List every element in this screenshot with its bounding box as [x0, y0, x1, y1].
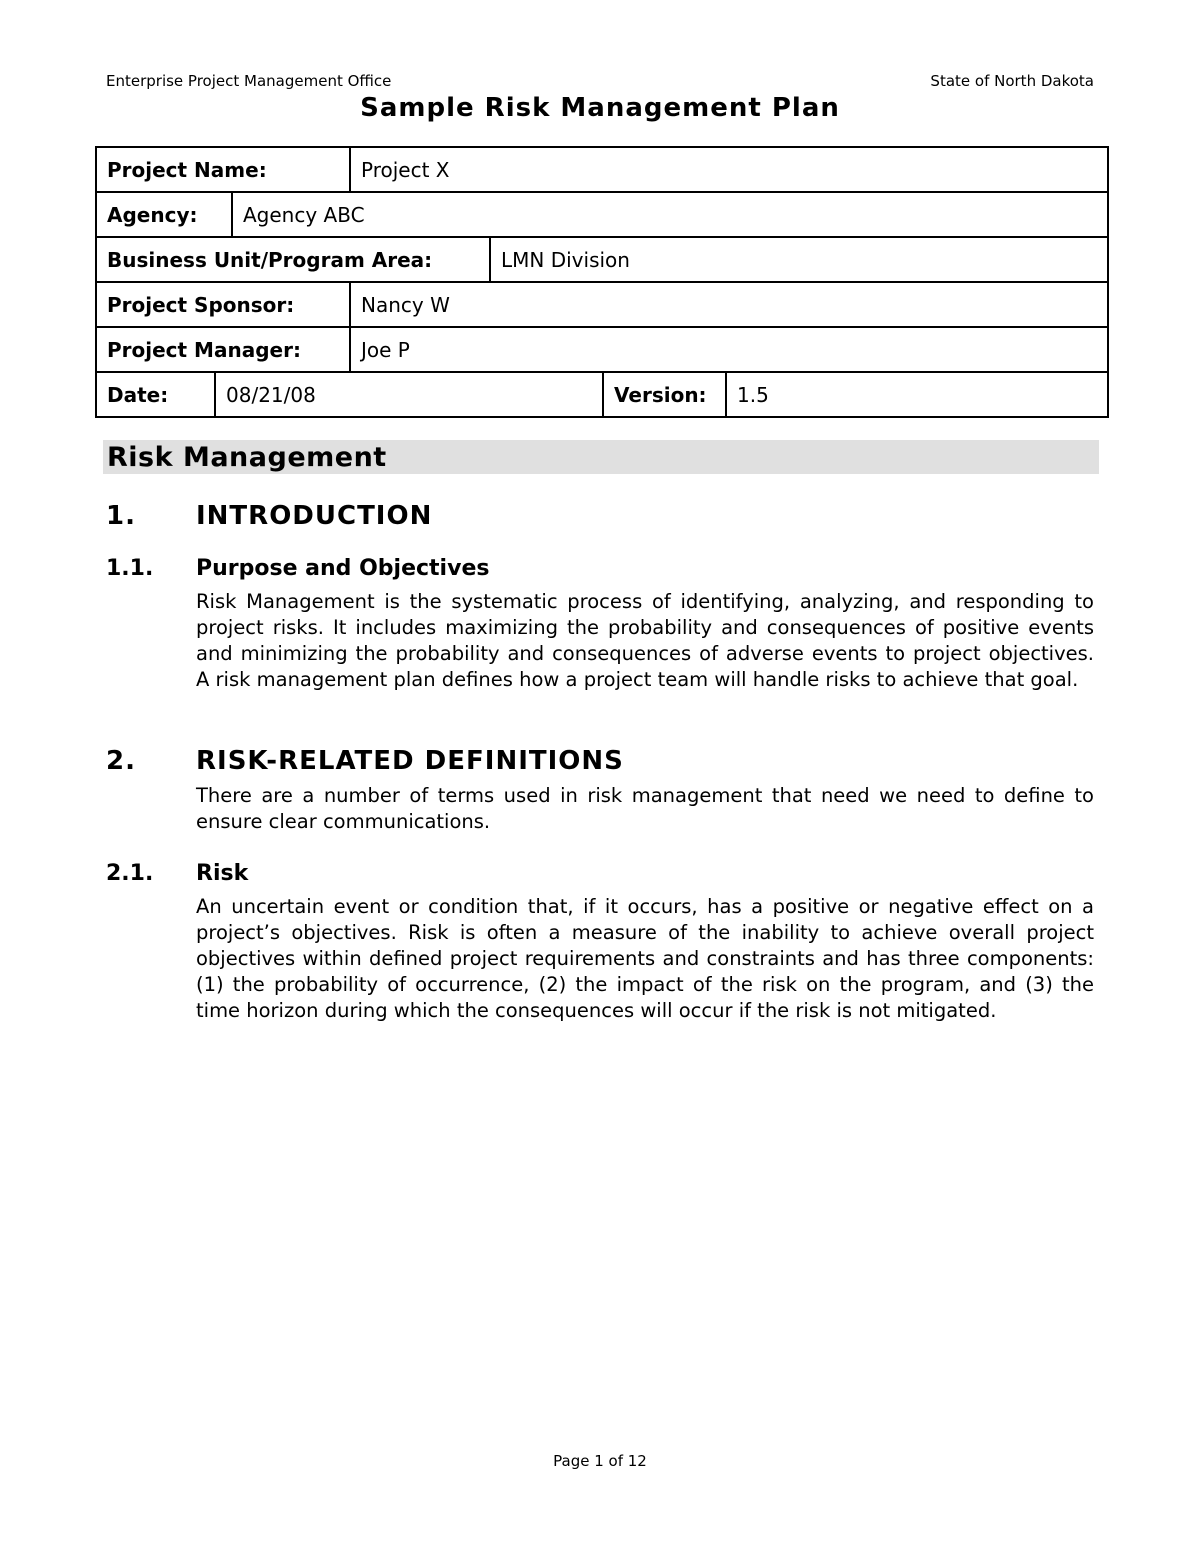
sponsor-label: Project Sponsor: [107, 292, 295, 317]
heading-text: Purpose and Objectives [196, 556, 490, 581]
document-title: Sample Risk Management Plan [360, 93, 840, 123]
manager-label: Project Manager: [107, 337, 301, 362]
sponsor-value: Nancy W [349, 283, 1107, 326]
section-bar-title: Risk Management [107, 441, 387, 473]
agency-value: Agency ABC [231, 193, 1107, 236]
heading-risk [106, 860, 248, 888]
version-value: 1.5 [725, 373, 1107, 416]
heading-number: 2. [106, 746, 136, 776]
business-unit-row [97, 238, 1107, 283]
heading-number: 1. [106, 501, 136, 531]
heading-number: 1.1. [106, 556, 154, 581]
definitions-paragraph: There are a number of terms used in risk management that need we need to define to ensure clear communications. [196, 784, 1094, 833]
heading-purpose-objectives [106, 555, 489, 583]
header-office: Enterprise Project Management Office [106, 72, 392, 90]
purpose-paragraph: Risk Management is the systematic process of identifying, analyzing, and responding to project risks. It includes maximizing the probability and consequences of positive events and minimizing the probability and consequences of adverse events to project objectives. A risk management plan defines how a project team will handle risks to achieve that goal. [196, 590, 1094, 691]
heading-introduction [106, 500, 432, 532]
date-version-row [97, 373, 1107, 416]
business-unit-label: Business Unit/Program Area: [107, 247, 433, 272]
heading-number: 2.1. [106, 861, 154, 886]
project-name-label: Project Name: [107, 157, 267, 182]
manager-row [97, 328, 1107, 373]
project-name-value: Project X [349, 148, 1107, 191]
risk-paragraph: An uncertain event or condition that, if it occurs, has a positive or negative effect on a project’s objectives. Risk is often a measure of the inability to achieve overall project objectives within defined project requirements and constraints and has three components: (1) the probability of occurrence, (2) the impact of the risk on the program, and (3) the time horizon during which the consequences will occur if the risk is not mitigated. [196, 895, 1094, 1022]
heading-text: Risk [196, 861, 249, 886]
heading-text: INTRODUCTION [196, 501, 433, 531]
project-info-table [95, 146, 1109, 418]
project-name-row [97, 148, 1107, 193]
heading-risk-definitions [106, 745, 624, 777]
risk-management-section-bar [103, 440, 1099, 474]
header-state: State of North Dakota [930, 72, 1094, 90]
agency-row [97, 193, 1107, 238]
heading-text: RISK-RELATED DEFINITIONS [196, 746, 624, 776]
sponsor-row [97, 283, 1107, 328]
business-unit-value: LMN Division [489, 238, 1107, 281]
date-label: Date: [107, 382, 169, 407]
page-number-footer: Page 1 of 12 [553, 1452, 647, 1470]
agency-label: Agency: [107, 202, 198, 227]
manager-value: Joe P [349, 328, 1107, 371]
version-label: Version: [602, 373, 725, 416]
date-value: 08/21/08 [214, 373, 602, 416]
